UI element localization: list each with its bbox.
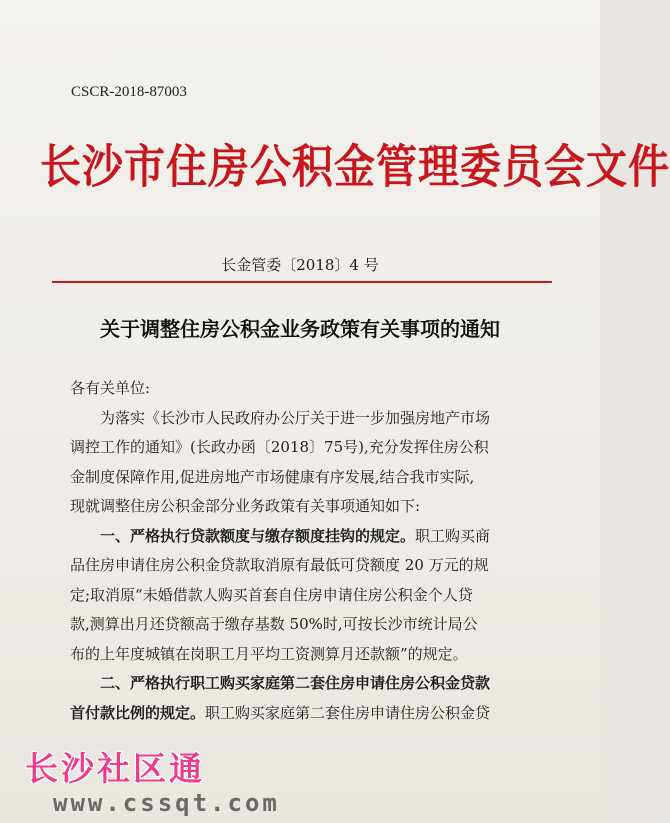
paragraph-line: 调控工作的通知》(长政办函〔2018〕75号),充分发挥住房公积 xyxy=(70,438,489,456)
paragraph-line xyxy=(70,522,540,552)
section-heading: 一、严格执行贷款额度与缴存额度挂钩的规定。 xyxy=(100,526,416,545)
masthead-title: 长沙市住房公积金管理委员会文件 xyxy=(40,140,670,194)
paragraph-line: 金制度保障作用,促进房地产市场健康有序发展,结合我市实际, xyxy=(70,467,475,486)
paragraph-text: 职工购买商 xyxy=(415,526,491,545)
paragraph-line: 款,测算出月还贷额高于缴存基数 50%时,可按长沙市统计局公 xyxy=(70,615,478,633)
document-code: CSCR-2018-87003 xyxy=(71,84,187,100)
salutation: 各有关单位: xyxy=(70,379,151,397)
paragraph-line: 布的上年度城镇在岗职工月平均工资测算月还款额”的规定。 xyxy=(70,644,468,663)
watermark xyxy=(25,751,280,817)
paragraph-line: 品住房申请住房公积金贷款取消原有最低可贷额度 20 万元的规 xyxy=(70,556,489,574)
watermark-title: 长沙社区通 xyxy=(25,749,205,788)
section-heading: 首付款比例的规定。 xyxy=(70,703,206,722)
paragraph-line xyxy=(70,699,540,729)
section-heading: 二、严格执行职工购买家庭第二套住房申请住房公积金贷款 xyxy=(100,674,491,692)
document-body xyxy=(70,374,540,728)
paragraph-line: 现就调整住房公积金部分业务政策有关事项通知如下: xyxy=(70,497,421,515)
paragraph-line: 定;取消原“未婚借款人购买首套自住房申请住房公积金个人贷 xyxy=(70,585,473,604)
watermark-url: www.cssqt.com xyxy=(53,789,280,817)
paragraph-text: 职工购买家庭第二套住房申请住房公积金贷 xyxy=(205,703,491,722)
document-subject: 关于调整住房公积金业务政策有关事项的通知 xyxy=(100,317,500,341)
paragraph-line: 为落实《长沙市人民政府办公厅关于进一步加强房地产市场 xyxy=(100,408,491,427)
document-number: 长金管委〔2018〕4 号 xyxy=(221,256,379,274)
red-divider-line xyxy=(52,281,552,283)
